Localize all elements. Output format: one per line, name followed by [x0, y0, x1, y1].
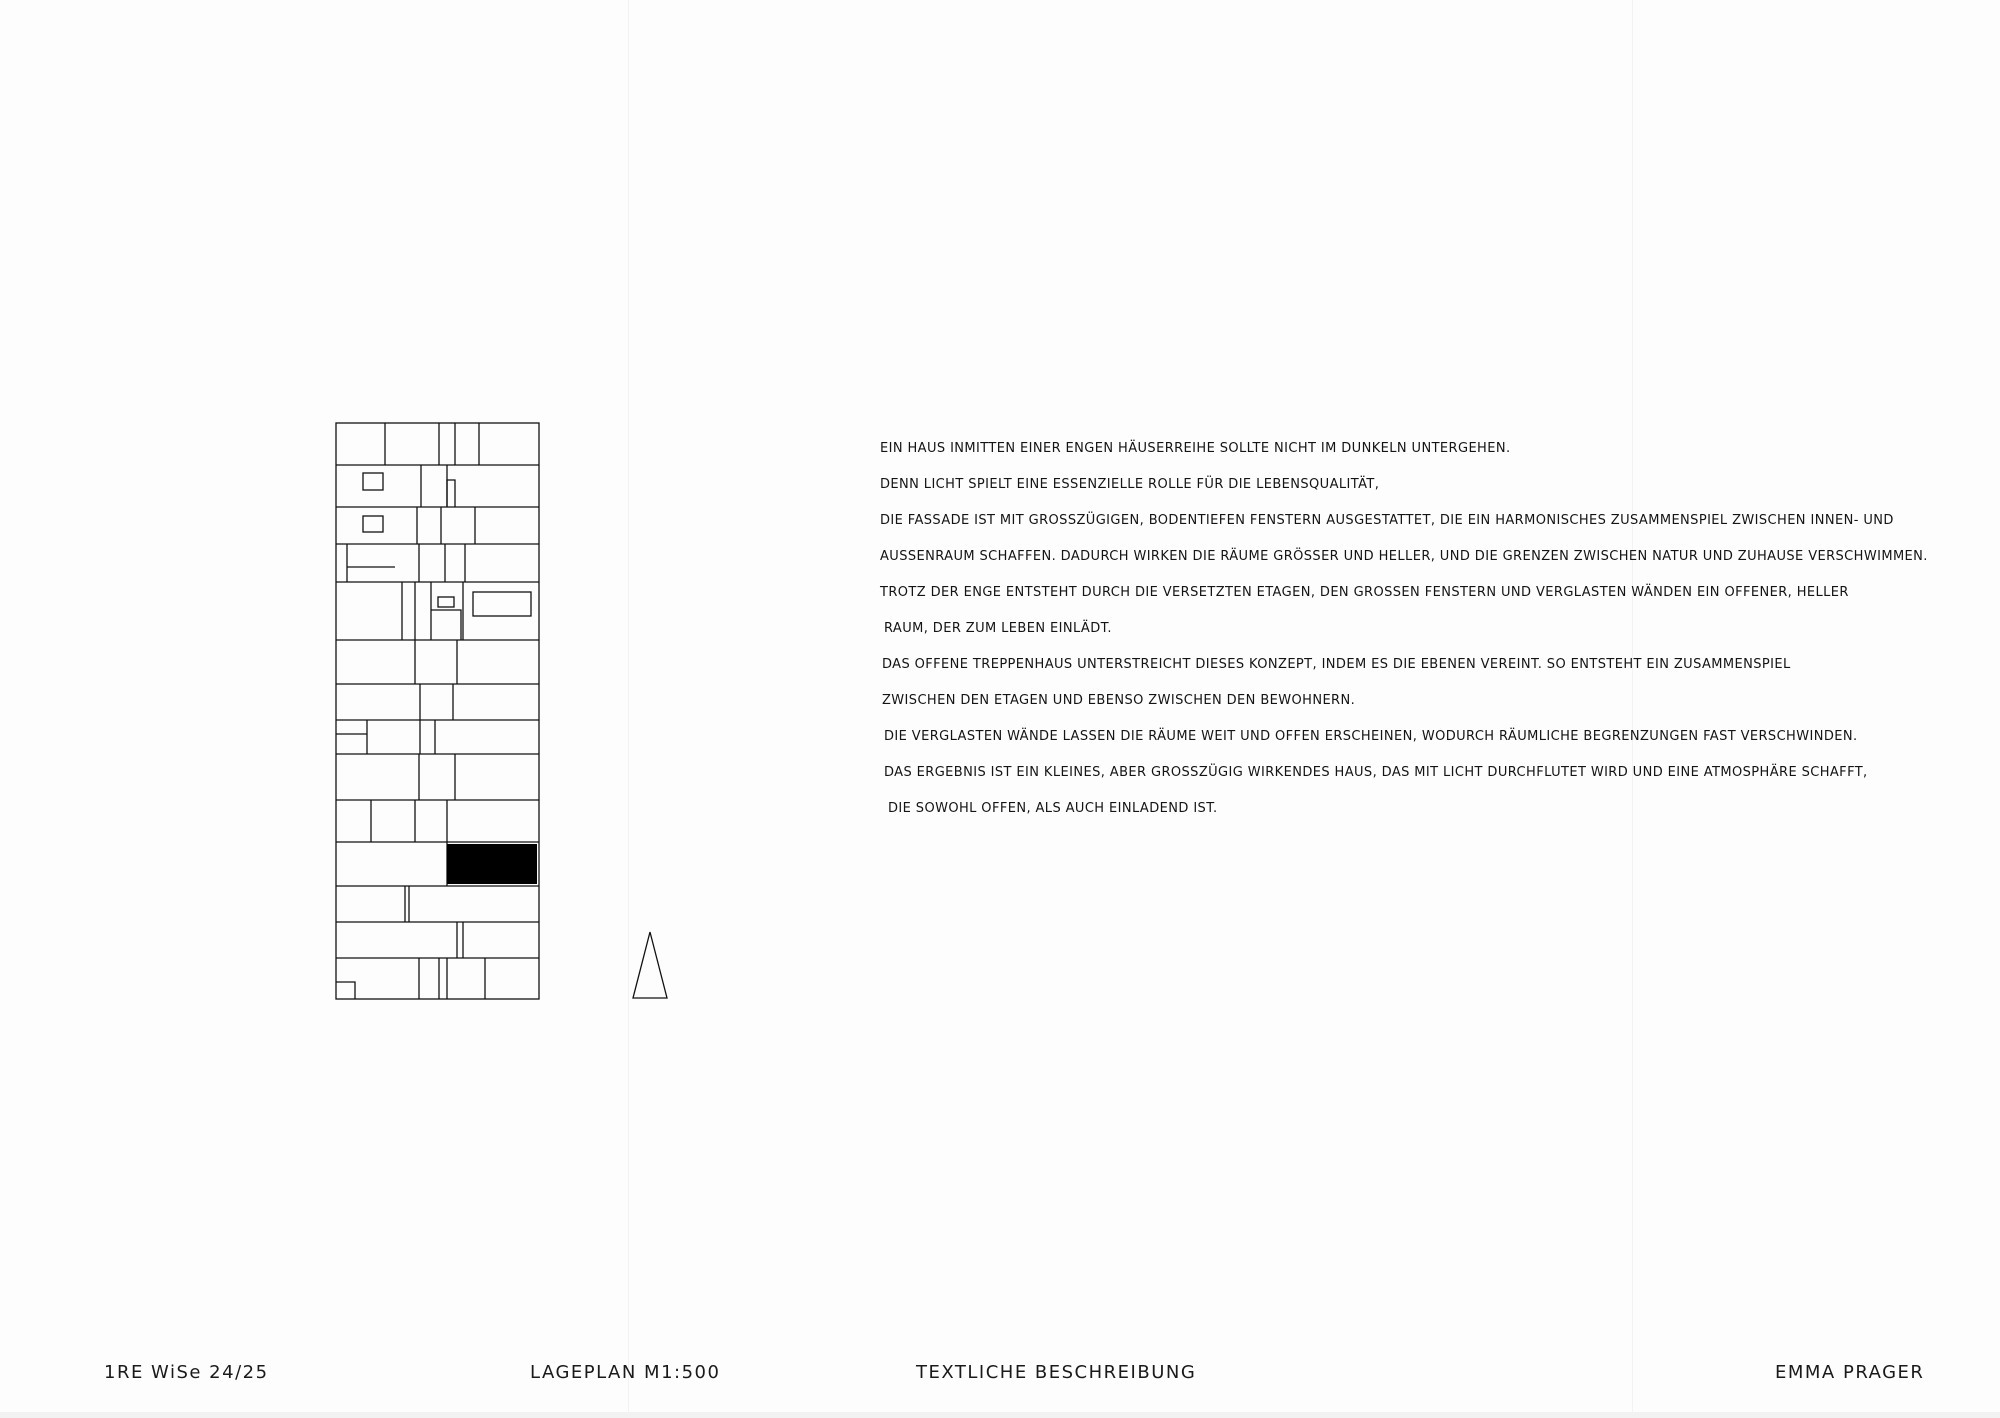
- paper-fold-line: [628, 0, 629, 1418]
- description-line: TROTZ DER ENGE ENTSTEHT DURCH DIE VERSETZTEN ETAGEN, DEN GROSSEN FENSTERN UND VERGLASTEN WÄNDEN EIN OFFENER, HELLER: [880, 585, 1849, 600]
- block-outline: [336, 423, 539, 999]
- course-label: 1RE WiSe 24/25: [104, 1362, 269, 1383]
- description-line: DIE SOWOHL OFFEN, ALS AUCH EINLADEND IST.: [888, 801, 1218, 816]
- description-line: DAS ERGEBNIS IST EIN KLEINES, ABER GROSSZÜGIG WIRKENDES HAUS, DAS MIT LICHT DURCHFLUTET WIRD UND EINE ATMOSPHÄRE SCHAFFT,: [884, 765, 1868, 780]
- project-building: [447, 844, 537, 884]
- description-line: DIE FASSADE IST MIT GROSSZÜGIGEN, BODENTIEFEN FENSTERN AUSGESTATTET, DIE EIN HARMONISCHES ZUSAMMENSPIEL ZWISCHEN INNEN- UND: [880, 513, 1894, 528]
- description-line: DIE VERGLASTEN WÄNDE LASSEN DIE RÄUME WEIT UND OFFEN ERSCHEINEN, WODURCH RÄUMLICHE BEGRENZUNGEN FAST VERSCHWINDEN.: [884, 729, 1858, 744]
- description-line: EIN HAUS INMITTEN EINER ENGEN HÄUSERREIHE SOLLTE NICHT IM DUNKELN UNTERGEHEN.: [880, 441, 1511, 456]
- description-line: ZWISCHEN DEN ETAGEN UND EBENSO ZWISCHEN DEN BEWOHNERN.: [882, 693, 1356, 708]
- section-label: TEXTLICHE BESCHREIBUNG: [916, 1362, 1197, 1383]
- site-plan-drawing: [335, 422, 540, 1000]
- north-arrow-icon: [630, 930, 670, 1000]
- author-label: EMMA PRAGER: [1775, 1362, 1925, 1383]
- description-line: DENN LICHT SPIELT EINE ESSENZIELLE ROLLE FÜR DIE LEBENSQUALITÄT,: [880, 477, 1380, 492]
- description-line: AUSSENRAUM SCHAFFEN. DADURCH WIRKEN DIE RÄUME GRÖSSER UND HELLER, UND DIE GRENZEN ZWISCHEN NATUR UND ZUHAUSE VERSCHWIMMEN.: [880, 549, 1928, 564]
- description-line: RAUM, DER ZUM LEBEN EINLÄDT.: [884, 621, 1112, 636]
- sheet-edge: [0, 1412, 2000, 1418]
- plan-label: LAGEPLAN M1:500: [530, 1362, 721, 1383]
- paper-fold-line: [1632, 0, 1633, 1418]
- description-line: DAS OFFENE TREPPENHAUS UNTERSTREICHT DIESES KONZEPT, INDEM ES DIE EBENEN VEREINT. SO ENTSTEHT EIN ZUSAMMENSPIEL: [882, 657, 1791, 672]
